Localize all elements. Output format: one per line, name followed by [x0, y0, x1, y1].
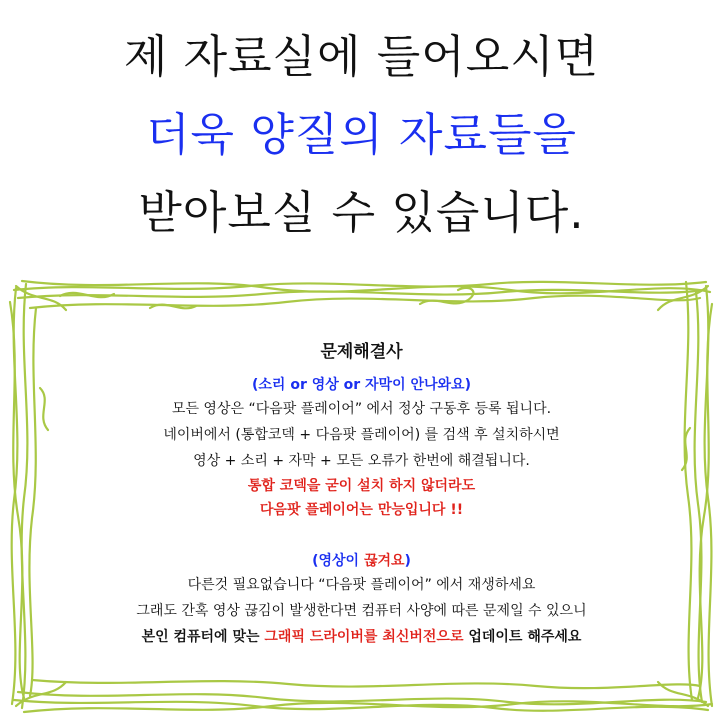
section-two-line-2: 그래도 간혹 영상 끊김이 발생한다면 컴퓨터 사양에 따른 문제일 수 있으니: [136, 603, 587, 619]
section-two-last-line: [0, 624, 723, 650]
section-two-heading: [0, 550, 723, 572]
section-spacer: [0, 522, 723, 540]
headline-line-2: 더욱 양질의 자료들을: [146, 108, 577, 161]
section-two-heading-prefix: (영상이: [312, 553, 364, 569]
section-two-heading-emphasis: 끊겨요: [363, 553, 405, 569]
headline-line-1: 제 자료실에 들어오시면: [123, 30, 600, 83]
headline-line-3: 받아보실 수 있습니다.: [138, 186, 585, 239]
body-text-block: [0, 268, 723, 720]
section-one-line-3: 영상 + 소리 + 자막 + 모든 오류가 한번에 해결됩니다.: [193, 453, 530, 469]
body-title: 문제해결사: [320, 342, 403, 362]
section-one-line-2: 네이버에서 (통합코덱 + 다음팟 플레이어) 를 검색 후 설치하시면: [163, 427, 560, 443]
last-line-seg-1: 본인 컴퓨터에 맞는: [141, 629, 265, 645]
last-line-seg-3: 업데이트 해주세요: [463, 629, 582, 645]
section-one-emphasis-1: 통합 코덱을 굳이 설치 하지 않더라도: [247, 478, 476, 494]
section-two-heading-suffix: ): [404, 553, 411, 569]
headline-block: [0, 0, 723, 252]
last-line-seg-2: 그래픽 드라이버를 최신버전으로: [264, 629, 464, 645]
section-one-heading: (소리 or 영상 or 자막이 안나와요): [252, 377, 471, 393]
section-one-emphasis-2: 다음팟 플레이어는 만능입니다 !!: [259, 502, 464, 518]
section-two-line-1: 다른것 필요없습니다 “다음팟 플레이어” 에서 재생하세요: [187, 577, 536, 593]
section-one-line-1: 모든 영상은 “다음팟 플레이어” 에서 정상 구동후 등록 됩니다.: [171, 401, 552, 417]
